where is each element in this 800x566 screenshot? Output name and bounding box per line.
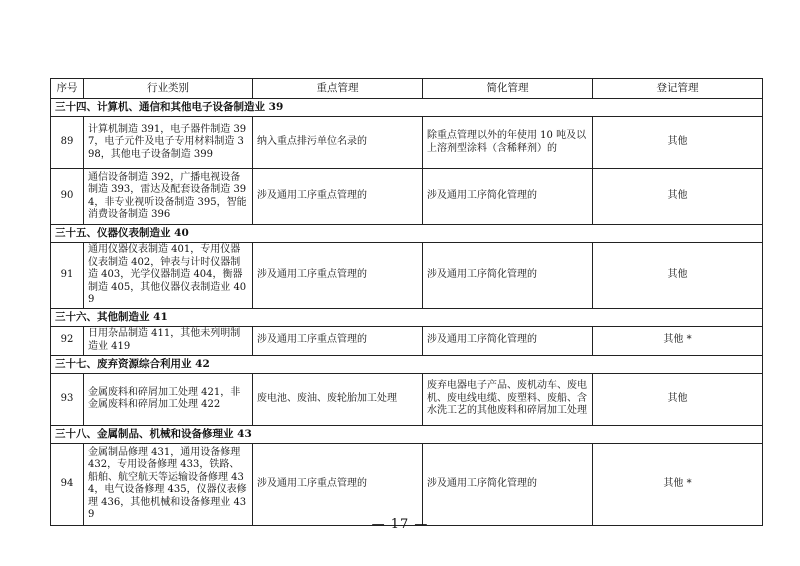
table-row bbox=[51, 117, 763, 169]
table-row bbox=[51, 169, 763, 225]
header-registration-management: 登记管理 bbox=[593, 79, 763, 99]
row-industry: 金属制品修理 431，通用设备修理 432，专用设备修理 433，铁路、船舶、航空航天等运输设备修理 434，电气设备修理 435，仪器仪表修理 436，其他机械和设备修理业 439 bbox=[84, 443, 253, 525]
row-index: 91 bbox=[51, 243, 84, 309]
row-industry: 日用杂品制造 411，其他未列明制造业 419 bbox=[84, 326, 253, 355]
table-row bbox=[51, 326, 763, 355]
row-simple: 涉及通用工序简化管理的 bbox=[423, 443, 593, 525]
section-title: 三十四、计算机、通信和其他电子设备制造业 39 bbox=[51, 99, 763, 117]
section-title: 三十五、仪器仪表制造业 40 bbox=[51, 225, 763, 243]
section-row bbox=[51, 225, 763, 243]
row-key: 涉及通用工序重点管理的 bbox=[253, 169, 423, 225]
row-key: 涉及通用工序重点管理的 bbox=[253, 326, 423, 355]
row-simple: 废弃电器电子产品、废机动车、废电机、废电线电缆、废塑料、废船、含水洗工艺的其他废料和碎屑加工处理 bbox=[423, 373, 593, 425]
table-row bbox=[51, 243, 763, 309]
table-row bbox=[51, 373, 763, 425]
header-key-management: 重点管理 bbox=[253, 79, 423, 99]
row-industry: 计算机制造 391，电子器件制造 397，电子元件及电子专用材料制造 398，其他电子设备制造 399 bbox=[84, 117, 253, 169]
page-number: — 17 — bbox=[371, 517, 429, 532]
row-key: 涉及通用工序重点管理的 bbox=[253, 443, 423, 525]
section-title: 三十六、其他制造业 41 bbox=[51, 308, 763, 326]
row-index: 92 bbox=[51, 326, 84, 355]
row-register: 其他 * bbox=[593, 326, 763, 355]
row-simple: 除重点管理以外的年使用 10 吨及以上溶剂型涂料（含稀释剂）的 bbox=[423, 117, 593, 169]
section-row bbox=[51, 99, 763, 117]
header-industry: 行业类别 bbox=[84, 79, 253, 99]
section-row bbox=[51, 355, 763, 373]
row-key: 纳入重点排污单位名录的 bbox=[253, 117, 423, 169]
row-register: 其他 * bbox=[593, 443, 763, 525]
row-simple: 涉及通用工序简化管理的 bbox=[423, 326, 593, 355]
row-index: 90 bbox=[51, 169, 84, 225]
header-index: 序号 bbox=[51, 79, 84, 99]
row-register: 其他 bbox=[593, 243, 763, 309]
row-industry: 金属废料和碎屑加工处理 421，非金属废料和碎屑加工处理 422 bbox=[84, 373, 253, 425]
row-index: 93 bbox=[51, 373, 84, 425]
row-simple: 涉及通用工序简化管理的 bbox=[423, 243, 593, 309]
header-simplified-management: 简化管理 bbox=[423, 79, 593, 99]
section-row bbox=[51, 308, 763, 326]
section-row bbox=[51, 425, 763, 443]
table-row bbox=[51, 443, 763, 525]
row-industry: 通信设备制造 392，广播电视设备制造 393，雷达及配套设备制造 394，非专业视听设备制造 395，智能消费设备制造 396 bbox=[84, 169, 253, 225]
section-title: 三十七、废弃资源综合利用业 42 bbox=[51, 355, 763, 373]
row-simple: 涉及通用工序简化管理的 bbox=[423, 169, 593, 225]
row-key: 涉及通用工序重点管理的 bbox=[253, 243, 423, 309]
regulation-table bbox=[50, 78, 763, 526]
row-register: 其他 bbox=[593, 117, 763, 169]
row-register: 其他 bbox=[593, 169, 763, 225]
row-industry: 通用仪器仪表制造 401，专用仪器仪表制造 402，钟表与计时仪器制造 403，光学仪器制造 404，衡器制造 405，其他仪器仪表制造业 409 bbox=[84, 243, 253, 309]
table-header-row bbox=[51, 79, 763, 99]
row-index: 94 bbox=[51, 443, 84, 525]
row-index: 89 bbox=[51, 117, 84, 169]
row-register: 其他 bbox=[593, 373, 763, 425]
row-key: 废电池、废油、废轮胎加工处理 bbox=[253, 373, 423, 425]
section-title: 三十八、金属制品、机械和设备修理业 43 bbox=[51, 425, 763, 443]
